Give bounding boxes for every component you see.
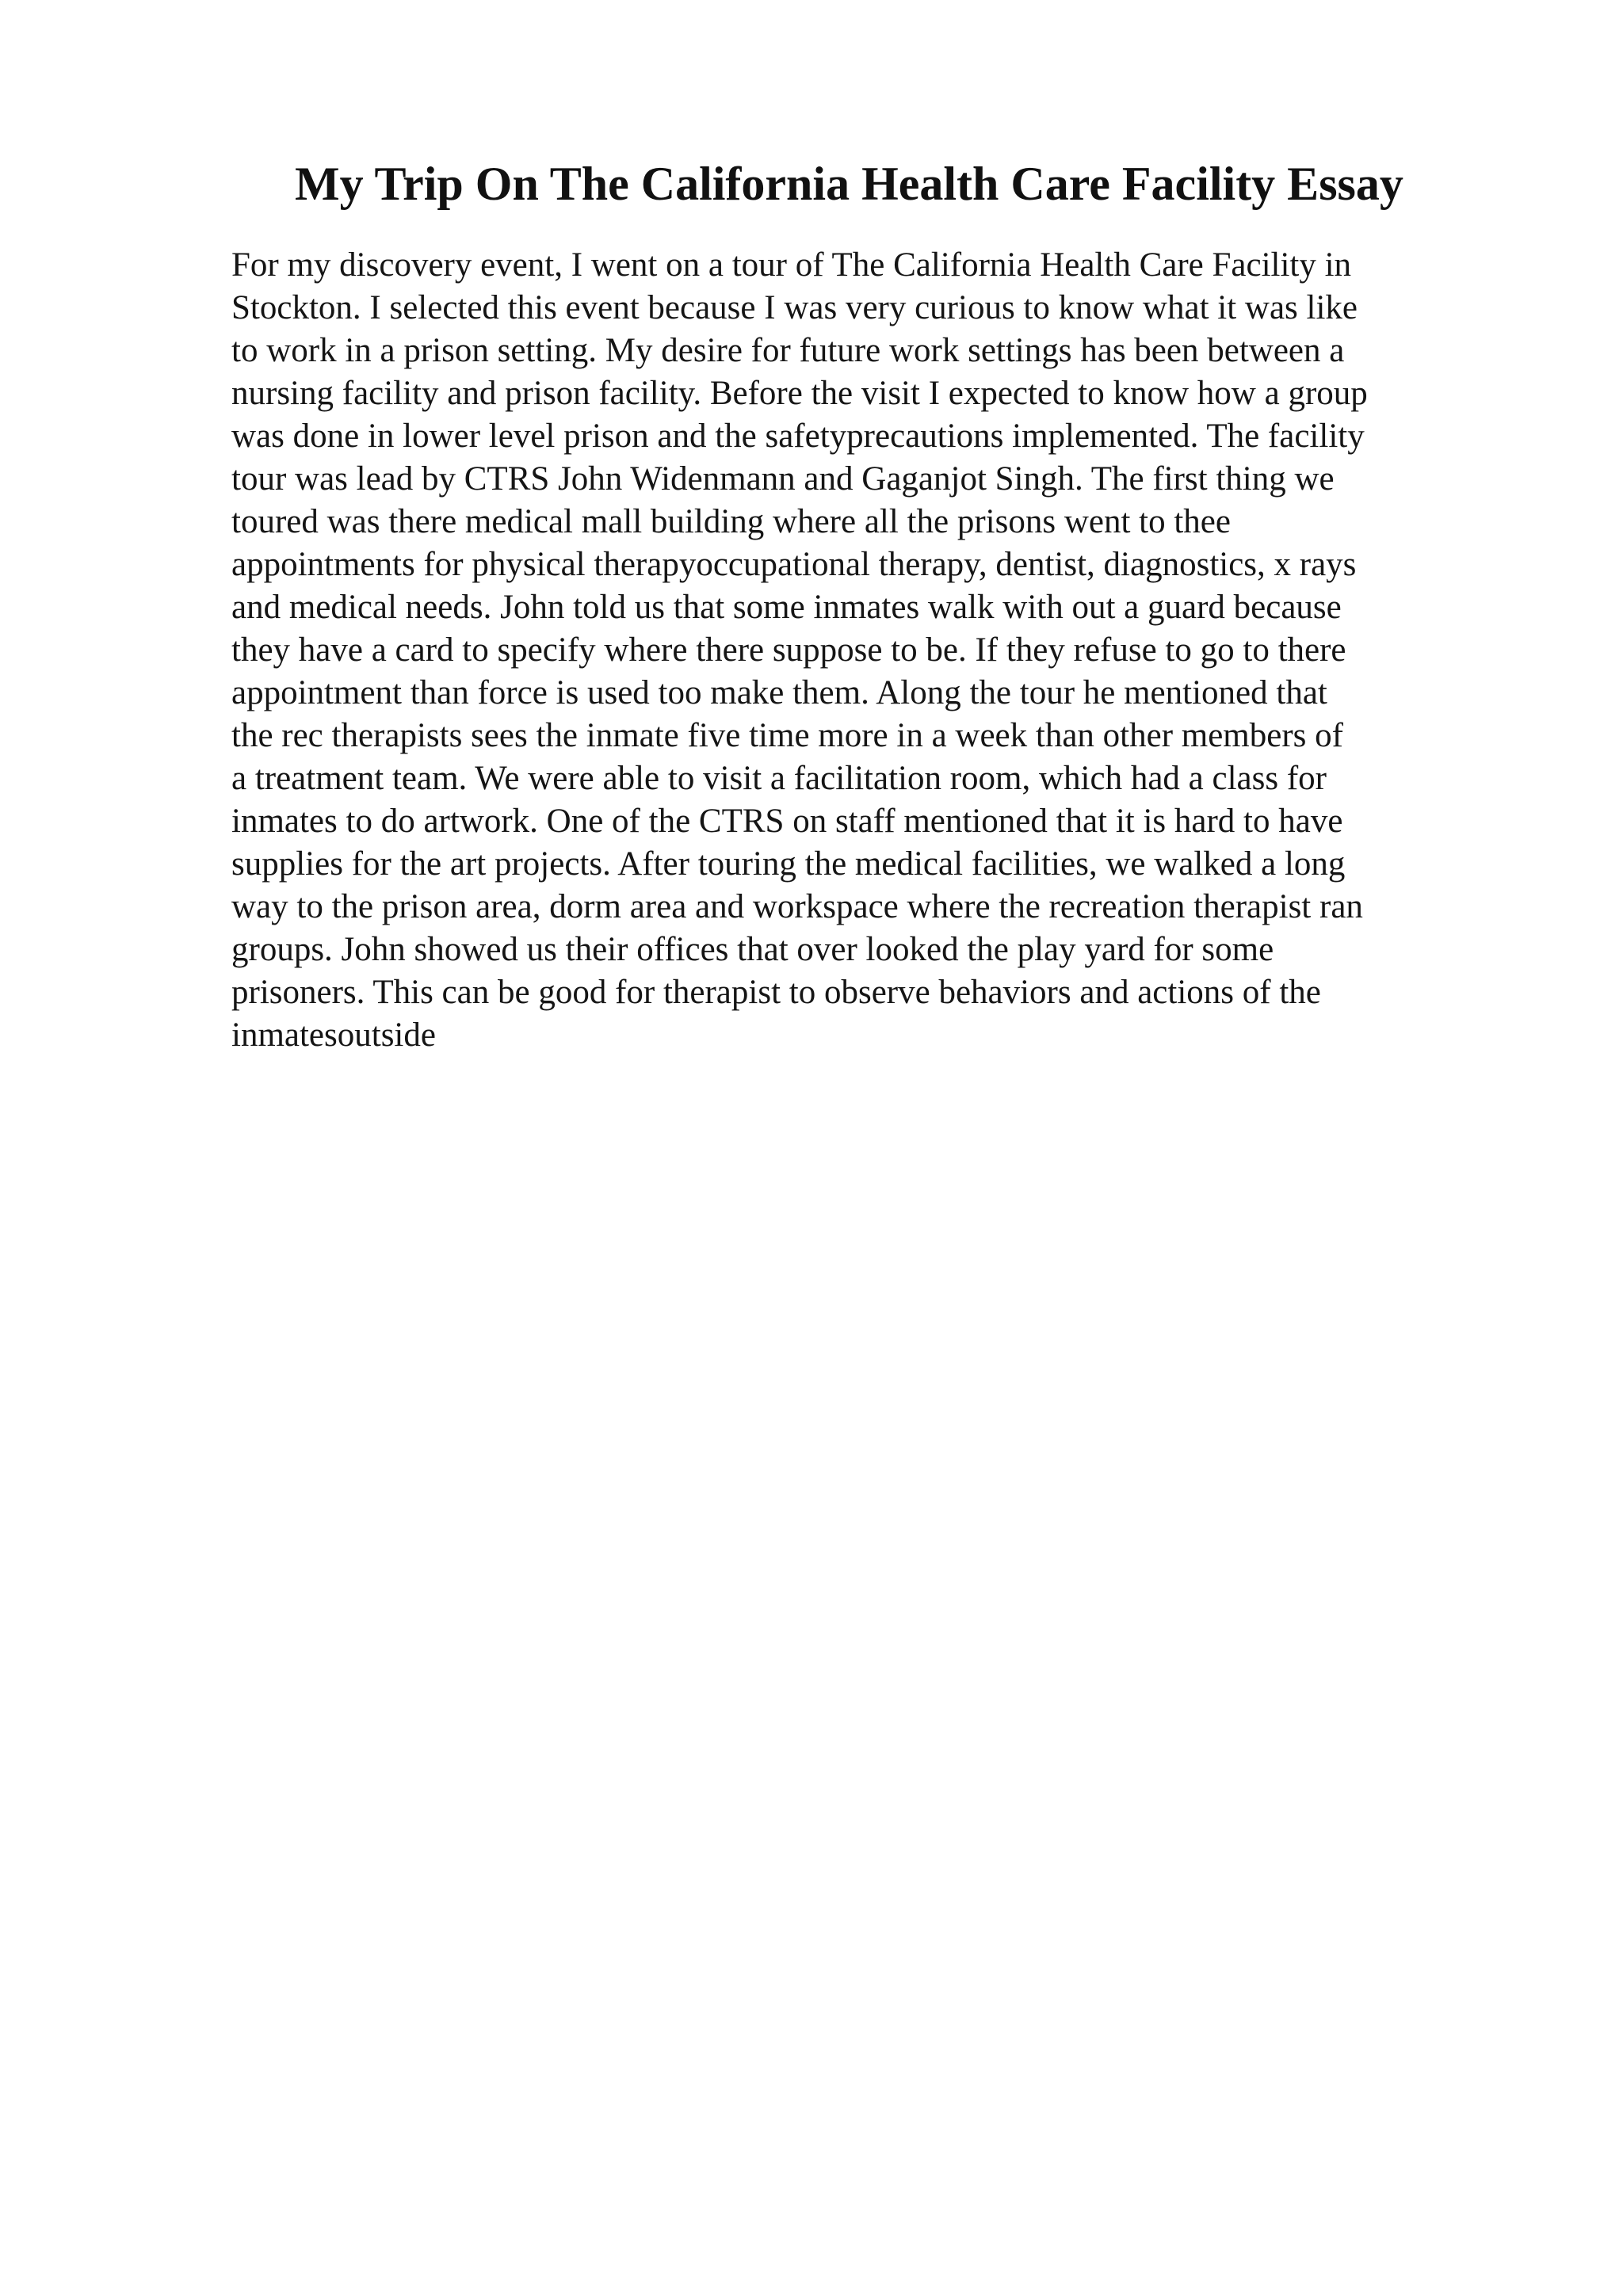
body-line: supplies for the art projects. After touring the medical facilities, we walked a long bbox=[231, 845, 1346, 883]
body-line: appointments for physical therapyoccupational therapy, dentist, diagnostics, x rays bbox=[231, 546, 1357, 583]
body-line: they have a card to specify where there suppose to be. If they refuse to go to there bbox=[231, 631, 1346, 669]
body-line: prisoners. This can be good for therapist to observe behaviors and actions of the bbox=[231, 974, 1321, 1011]
body-line: way to the prison area, dorm area and workspace where the recreation therapist ran bbox=[231, 888, 1363, 925]
body-line: and medical needs. John told us that some inmates walk with out a guard because bbox=[231, 589, 1342, 626]
body-line: toured was there medical mall building where all the prisons went to thee bbox=[231, 503, 1231, 540]
body-line: tour was lead by CTRS John Widenmann and Gaganjot Singh. The first thing we bbox=[231, 460, 1335, 498]
body-line: nursing facility and prison facility. Before the visit I expected to know how a group bbox=[231, 375, 1368, 412]
body-line: inmates to do artwork. One of the CTRS on staff mentioned that it is hard to have bbox=[231, 803, 1343, 840]
body-line: to work in a prison setting. My desire for future work settings has been between a bbox=[231, 332, 1345, 369]
body-line: a treatment team. We were able to visit a facilitation room, which had a class for bbox=[231, 760, 1327, 797]
body-line: appointment than force is used too make them. Along the tour he mentioned that bbox=[231, 674, 1327, 711]
body-line: groups. John showed us their offices that over looked the play yard for some bbox=[231, 931, 1274, 968]
body-line: inmatesoutside bbox=[231, 1016, 436, 1054]
essay-body bbox=[231, 244, 1515, 1057]
body-line: Stockton. I selected this event because I was very curious to know what it was like bbox=[231, 289, 1358, 326]
body-line: was done in lower level prison and the safetyprecautions implemented. The facility bbox=[231, 418, 1365, 455]
body-line: the rec therapists sees the inmate five time more in a week than other members of bbox=[231, 717, 1343, 754]
body-line: For my discovery event, I went on a tour of The California Health Care Facility in bbox=[231, 246, 1352, 284]
essay-title: My Trip On The California Health Care Facility Essay bbox=[295, 158, 1403, 210]
